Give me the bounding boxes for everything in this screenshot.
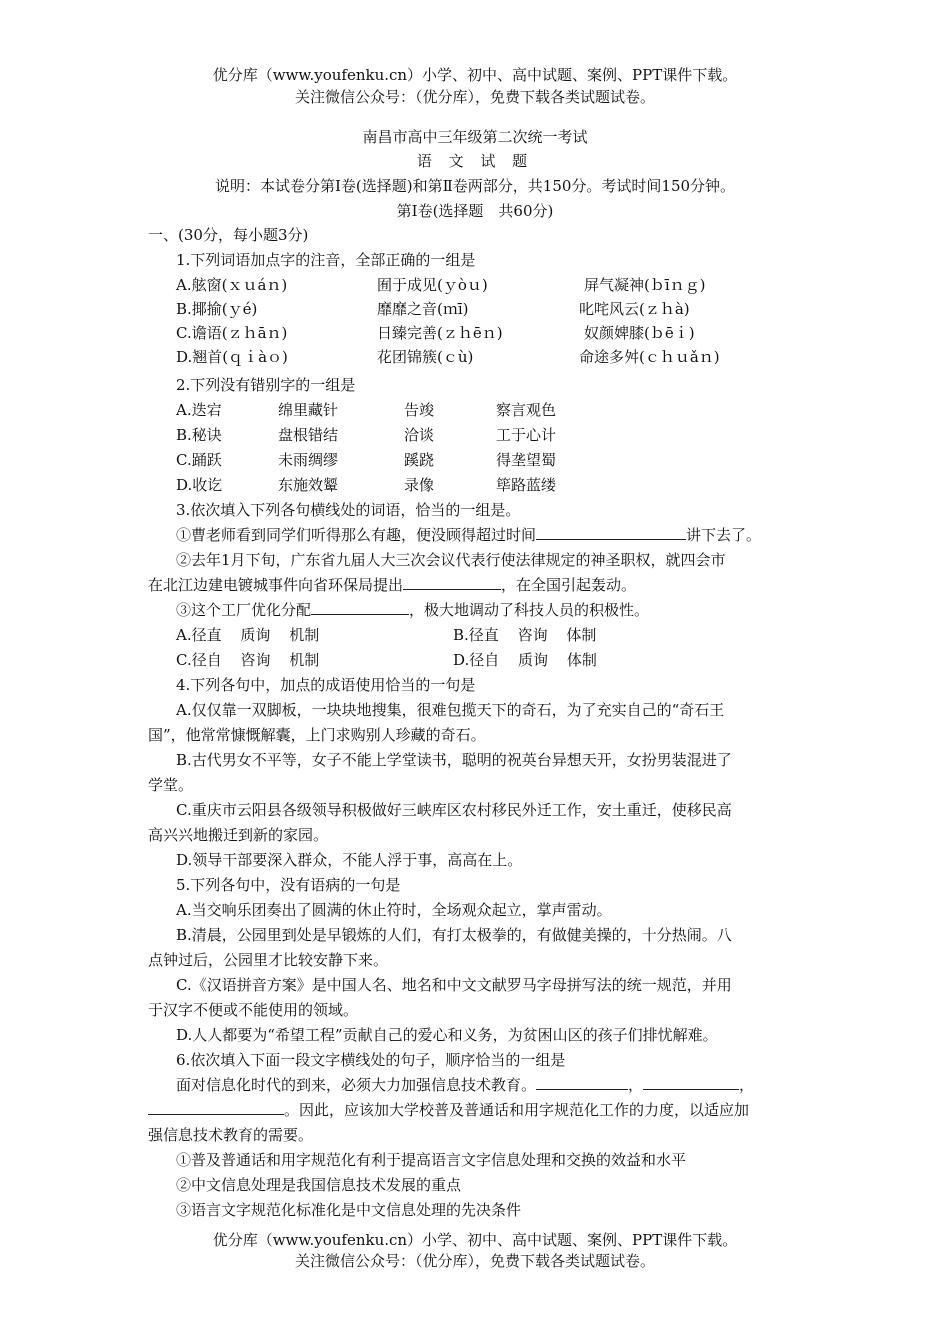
q2-a-2: 绵里藏针 <box>278 401 339 419</box>
header-line-1: 优分库（www.youfenku.cn）小学、初中、高中试题、案例、PPT课件下载。 <box>212 66 738 84</box>
header-line-2: 关注微信公众号：（优分库），免费下载各类试题试卷。 <box>294 88 655 106</box>
q1-b-2: 靡靡之音(ｍī) <box>377 300 469 318</box>
q3-option-b: B.径直 咨询 体制 <box>453 626 597 644</box>
q2-c-3: 蹊跷 <box>404 451 435 469</box>
q1-stem: 1.下列词语加点字的注音，全部正确的一组是 <box>176 251 476 269</box>
q3-option-a: A.径直 质询 机制 <box>176 626 320 644</box>
q3-option-c: C.径自 咨询 机制 <box>176 651 320 669</box>
q4-a-line-2: 国”，他常常慷慨解囊，上门求购别人珍藏的奇石。 <box>148 726 486 744</box>
q5-stem: 5.下列各句中，没有语病的一句是 <box>176 876 401 894</box>
q2-a-4: 察言观色 <box>496 401 557 419</box>
q1-b-1: B.揶揄(ｙé) <box>176 300 258 318</box>
q6-item-1: ①普及普通话和用字规范化有利于提高语言文字信息处理和交换的效益和水平 <box>176 1151 687 1169</box>
footer-line-1: 优分库（www.youfenku.cn）小学、初中、高中试题、案例、PPT课件下载。 <box>212 1231 738 1249</box>
q3-sentence-2-cont: 在北江边建电镀城事件向省环保局提出 ，在全国引起轰动。 <box>148 576 637 594</box>
q5-a: A.当交响乐团奏出了圆满的休止符时，全场观众起立，掌声雷动。 <box>176 901 612 919</box>
q1-c-1: C.谵语(ｚｈāｎ) <box>176 324 288 342</box>
q2-c-2: 未雨绸缪 <box>278 451 339 469</box>
q1-a-2: 囿于成见(ｙòｕ) <box>377 276 488 294</box>
q5-c-line-1: C.《汉语拼音方案》是中国人名、地名和中文文献罗马字母拼写法的统一规范，并用 <box>176 976 732 994</box>
q2-d-1: D.收讫 <box>176 476 223 494</box>
q2-c-1: C.踊跃 <box>176 451 222 469</box>
q4-c-line-1: C.重庆市云阳县各级领导积极做好三峡库区农村移民外迁工作，安土重迁，使移民高 <box>176 801 732 819</box>
q2-b-1: B.秘诀 <box>176 426 222 444</box>
q3-option-d: D.径自 质询 体制 <box>453 651 597 669</box>
q3-sentence-1: ①曹老师看到同学们听得那么有趣，便没顾得超过时间 讲下去了。 <box>176 526 762 544</box>
q6-passage-line-2: 。因此，应该加大学校普及普通话和用字规范化工作的力度，以适应加 <box>148 1099 749 1121</box>
q4-c-line-2: 高兴兴地搬迁到新的家园。 <box>148 826 329 844</box>
q6-stem: 6.依次填入下面一段文字横线处的句子，顺序恰当的一组是 <box>176 1051 566 1069</box>
q2-b-2: 盘根错结 <box>278 426 339 444</box>
q3-sentence-2: ②去年1月下旬，广东省九届人大三次会议代表行使法律规定的神圣职权，就四会市 <box>176 551 726 569</box>
q2-stem: 2.下列没有错别字的一组是 <box>176 376 356 394</box>
q5-d: D.人人都要为“希望工程”贡献自己的爱心和义务，为贫困山区的孩子们排忧解难。 <box>176 1026 718 1044</box>
exam-title: 南昌市高中三年级第二次统一考试 <box>362 128 588 146</box>
q2-d-3: 录像 <box>404 476 435 494</box>
footer-line-2: 关注微信公众号：（优分库），免费下载各类试题试卷。 <box>294 1252 655 1270</box>
part-one-title: 第Ⅰ卷(选择题 共60分) <box>396 202 554 220</box>
q4-a-line-1: A.仅仅靠一双脚板，一块块地搜集，很难包揽天下的奇石，为了充实自己的“奇石王 <box>176 701 725 719</box>
q2-b-3: 洽谈 <box>404 426 435 444</box>
q6-blank-3 <box>148 1100 284 1115</box>
q1-a-3: 屏气凝神(ｂīｎｇ) <box>584 276 706 294</box>
section-one-heading: 一、(30分，每小题3分) <box>148 226 309 244</box>
q4-b-line-2: 学堂。 <box>148 776 194 794</box>
q6-item-2: ②中文信息处理是我国信息技术发展的重点 <box>176 1176 462 1194</box>
q3-sentence-3: ③这个工厂优化分配 ，极大地调动了科技人员的积极性。 <box>176 601 650 619</box>
q6-item-3: ③语言文字规范化标准化是中文信息处理的先决条件 <box>176 1201 522 1219</box>
q1-d-3: 命途多舛(ｃｈｕǎｎ) <box>579 348 720 366</box>
q4-d-line-1: D.领导干部要深入群众，不能人浮于事，高高在上。 <box>176 851 523 869</box>
q6-blank-2 <box>643 1075 739 1090</box>
q1-d-2: 花团锦簇(ｃù) <box>377 348 474 366</box>
q1-c-2: 日臻完善(ｚｈēｎ) <box>377 324 503 342</box>
q5-b-line-2: 点钟过后，公园里才比较安静下来。 <box>148 951 389 969</box>
q4-stem: 4.下列各句中，加点的成语使用恰当的一句是 <box>176 676 476 694</box>
q6-passage-line-1: 面对信息化时代的到来，必须大力加强信息技术教育。 ， ， <box>176 1076 755 1094</box>
subject-title: 语 文 试 题 <box>416 152 534 170</box>
q3-blank-2 <box>403 575 501 590</box>
exam-note: 说明：本试卷分第Ⅰ卷(选择题)和第Ⅱ卷两部分，共150分。考试时间150分钟。 <box>214 177 736 195</box>
q5-b-line-1: B.清晨，公园里到处是早锻炼的人们，有打太极拳的，有做健美操的，十分热闹。八 <box>176 926 732 944</box>
q1-c-3: 奴颜婢膝(ｂēｉ) <box>584 324 695 342</box>
q6-blank-1 <box>536 1075 628 1090</box>
q1-b-3: 叱咤风云(ｚｈà) <box>579 300 690 318</box>
q1-a-1: A.舷窗(ｘｕáｎ) <box>176 276 288 294</box>
q2-a-1: A.迭宕 <box>176 401 222 419</box>
q2-b-4: 工于心计 <box>496 426 557 444</box>
q3-blank-1 <box>536 525 686 540</box>
q4-b-line-1: B.古代男女不平等，女子不能上学堂读书，聪明的祝英台异想天开，女扮男装混进了 <box>176 751 732 769</box>
q6-passage-line-3: 强信息技术教育的需要。 <box>148 1126 314 1144</box>
q3-stem: 3.依次填入下列各句横线处的词语，恰当的一组是。 <box>176 501 521 519</box>
q2-d-2: 东施效颦 <box>278 476 339 494</box>
q3-blank-3 <box>311 600 409 615</box>
q5-c-line-2: 于汉字不便或不能使用的领域。 <box>148 1001 359 1019</box>
q1-d-1: D.翘首(ｑｉàｏ) <box>176 348 288 366</box>
q2-d-4: 筚路蓝缕 <box>496 476 557 494</box>
q2-a-3: 告竣 <box>404 401 435 419</box>
q2-c-4: 得垄望蜀 <box>496 451 557 469</box>
